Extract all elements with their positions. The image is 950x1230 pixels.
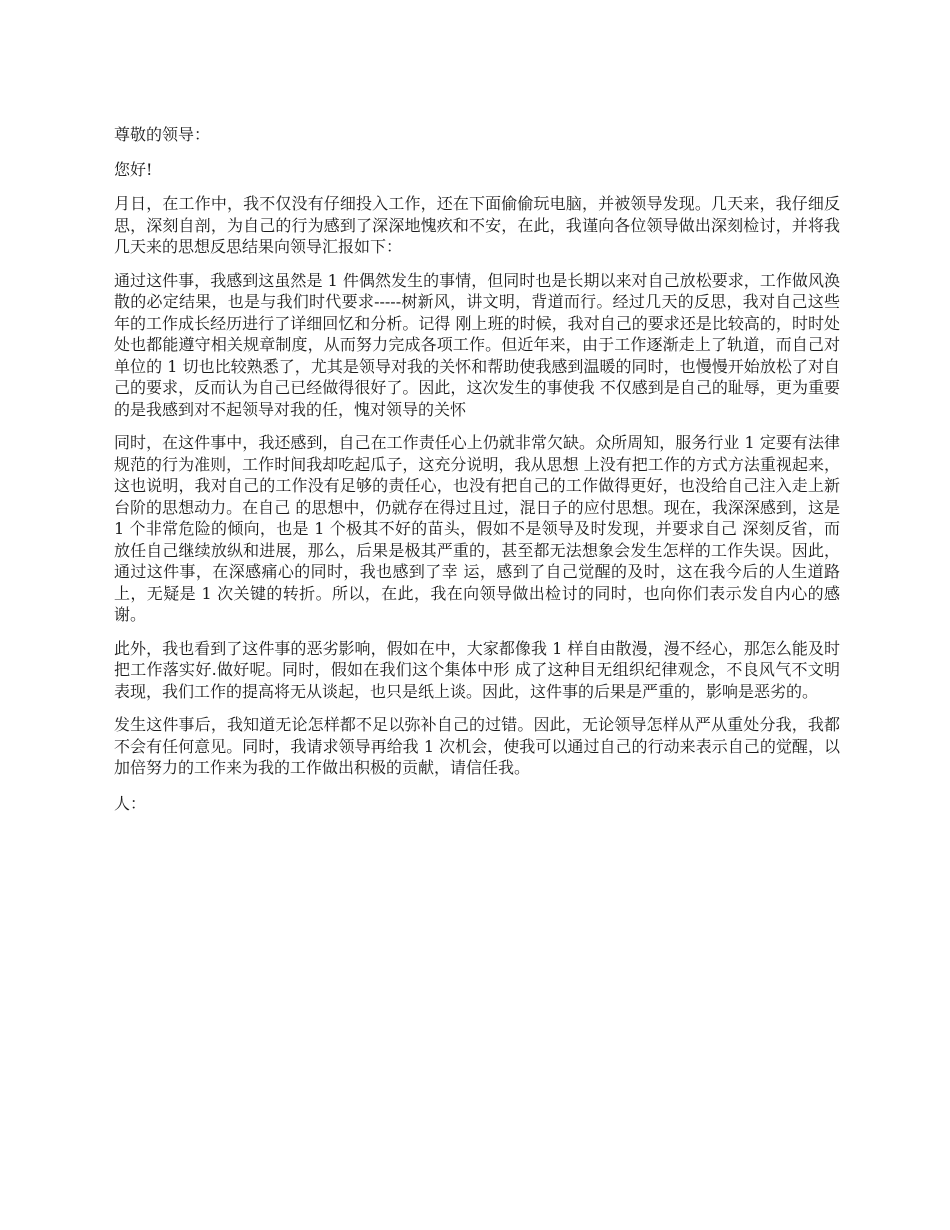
letter-body xyxy=(114,124,840,826)
paragraph-reflection: 通过这件事，我感到这虽然是 1 件偶然发生的事情，但同时也是长期以来对自己放松要求，工作做风涣散的必定结果，也是与我们时代要求-----树新风，讲文明，背道而行。经过几天的反思，我对自己这些年的工作成长经历进行了详细回忆和分析。记得 刚上班的时候，我对自己的要求还是比较高的，时时处处也都能遵守相关规章制度，从而努力完成各项工作。但近年来，由于工作逐渐走上了轨道，而自己对单位的 1 切也比较熟悉了，尤其是领导对我的关怀和帮助使我感到温暖的同时，也慢慢开始放松了对自己的要求，反而认为自己已经做得很好了。因此，这次发生的事使我 不仅感到是自己的耻辱，更为重要的是我感到对不起领导对我的任，愧对领导的关怀 xyxy=(114,270,840,419)
paragraph-incident: 月日，在工作中，我不仅没有仔细投入工作，还在下面偷偷玩电脑，并被领导发现。几天来，我仔细反思，深刻自剖，为自己的行为感到了深深地愧疚和不安，在此，我谨向各位领导做出深刻检讨，并将我几天来的思想反思结果向领导汇报如下： xyxy=(114,194,840,256)
paragraph-commitment: 发生这件事后，我知道无论怎样都不足以弥补自己的过错。因此，无论领导怎样从严从重处分我，我都不会有任何意见。同时，我请求领导再给我 1 次机会，使我可以通过自己的行动来表示自己的觉醒，以加倍努力的工作来为我的工作做出积极的贡献，请信任我。 xyxy=(114,715,840,777)
signature: 人： xyxy=(114,793,147,813)
paragraph-responsibility: 同时，在这件事中，我还感到，自己在工作责任心上仍就非常欠缺。众所周知，服务行业 1 定要有法律规范的行为准则，工作时间我却吃起瓜子，这充分说明，我从思想 上没有把工作的方式方法重视起来，这也说明，我对自己的工作没有足够的责任心，也没有把自己的工作做得更好，也没给自己注入走上新台阶的思想动力。在自己 的思想中，仍就存在得过且过，混日子的应付思想。现在，我深深感到，这是 1 个非常危险的倾向，也是 1 个极其不好的苗头，假如不是领导及时发现，并要求自己 深刻反省，而放任自己继续放纵和进展，那么，后果是极其严重的，甚至都无法想象会发生怎样的工作失误。因此，通过这件事，在深感痛心的同时，我也感到了幸 运，感到了自己觉醒的及时，这在我今后的人生道路上，无疑是 1 次关键的转折。所以，在此，我在向领导做出检讨的同时，也向你们表示发自内心的感谢。 xyxy=(114,433,840,624)
greeting: 您好! xyxy=(114,159,153,179)
salutation: 尊敬的领导： xyxy=(114,125,211,144)
paragraph-impact: 此外，我也看到了这件事的恶劣影响，假如在中，大家都像我 1 样自由散漫，漫不经心，那怎么能及时把工作落实好.做好呢。同时，假如在我们这个集体中形 成了这种目无组织纪律观念，不良风气不文明表现，我们工作的提高将无从谈起，也只是纸上谈。因此，这件事的后果是严重的，影响是恶劣的。 xyxy=(114,638,840,701)
